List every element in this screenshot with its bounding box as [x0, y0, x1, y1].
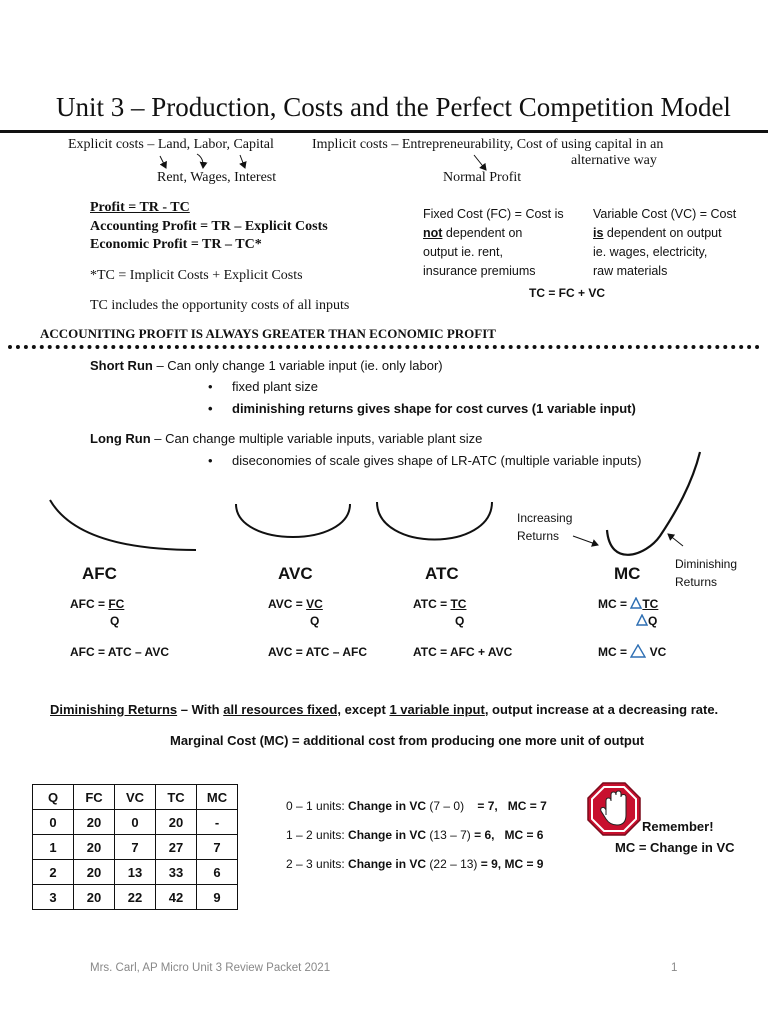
avc-curve	[236, 504, 350, 537]
atc-curve	[377, 502, 492, 540]
table-cell: -	[197, 810, 238, 835]
table-cell: 7	[197, 835, 238, 860]
table-cell: 6	[197, 860, 238, 885]
calc-row-1: 0 – 1 units: Change in VC (7 – 0) = 7, MC = 7	[286, 799, 547, 813]
table-header: Q	[33, 785, 74, 810]
afc-formula: AFC = FC	[70, 597, 125, 611]
diminishing-returns-label: Diminishing Returns	[675, 557, 738, 589]
footer-credit: Mrs. Carl, AP Micro Unit 3 Review Packet 2021	[90, 962, 331, 974]
afc-curve	[50, 500, 196, 550]
cost-arrows	[0, 0, 768, 200]
avc-formula: AVC = VC	[268, 597, 323, 611]
avc-label: AVC	[278, 564, 313, 583]
implicit-costs-cont: alternative way	[571, 153, 657, 168]
table-row	[33, 885, 238, 910]
atc-formula: ATC = TC	[413, 597, 467, 611]
explicit-examples: Rent, Wages, Interest	[157, 170, 277, 185]
profit-banner: ACCOUNITING PROFIT IS ALWAYS GREATER THAN ECONOMIC PROFIT	[40, 326, 496, 341]
long-run-bullet-1: • diseconomies of scale gives shape of LR-ATC (multiple variable inputs)	[232, 453, 641, 468]
table-cell: 0	[115, 810, 156, 835]
avc-identity: AVC = ATC – AFC	[268, 645, 368, 659]
calc-row-3: 2 – 3 units: Change in VC (22 – 13) = 9, MC = 9	[286, 857, 544, 871]
remember-label: Remember!	[642, 819, 714, 834]
table-cell: 20	[156, 810, 197, 835]
delta-icon	[630, 644, 646, 658]
table-cell: 33	[156, 860, 197, 885]
table-header: MC	[197, 785, 238, 810]
implicit-costs: Implicit costs – Entrepreneurability, Cost of using capital in an	[312, 137, 664, 152]
page-title: Unit 3 – Production, Costs and the Perfect Competition Model	[56, 92, 731, 122]
table-cell: 20	[74, 835, 115, 860]
cost-table	[32, 784, 238, 910]
page-number: 1	[671, 962, 678, 974]
variable-cost-def: Variable Cost (VC) = Cost is dependent on output ie. wages, electricity, raw materials	[593, 207, 737, 278]
table-row	[33, 835, 238, 860]
table-cell: 1	[33, 835, 74, 860]
explicit-costs: Explicit costs – Land, Labor, Capital	[68, 137, 274, 152]
profit-formula: Profit = TR - TC	[90, 200, 190, 215]
increasing-returns-arrow	[573, 536, 598, 545]
table-cell: 9	[197, 885, 238, 910]
mc-formula: MC = TC	[598, 597, 659, 611]
table-row	[33, 810, 238, 835]
marginal-cost-def: Marginal Cost (MC) = additional cost from producing one more unit of output	[170, 733, 645, 748]
afc-identity: AFC = ATC – AVC	[70, 645, 170, 659]
arrow-interest	[240, 155, 245, 168]
table-header: TC	[156, 785, 197, 810]
table-cell: 7	[115, 835, 156, 860]
afc-formula-denominator: Q	[110, 614, 120, 628]
tc-formula: TC = FC + VC	[529, 286, 606, 300]
table-cell: 13	[115, 860, 156, 885]
increasing-returns-label: Increasing Returns	[517, 511, 573, 543]
dotted-divider	[8, 345, 760, 349]
table-cell: 20	[74, 810, 115, 835]
cost-curves	[0, 440, 768, 580]
mc-formula-denominator: Q	[636, 614, 657, 628]
accounting-profit: Accounting Profit = TR – Explicit Costs	[90, 219, 328, 234]
arrow-rent	[160, 156, 166, 168]
stop-hand-icon	[586, 781, 642, 837]
table-header: FC	[74, 785, 115, 810]
atc-label: ATC	[425, 564, 459, 583]
table-cell: 20	[74, 885, 115, 910]
economic-profit: Economic Profit = TR – TC*	[90, 237, 262, 252]
delta-icon	[630, 597, 642, 609]
short-run: Short Run – Can only change 1 variable input (ie. only labor)	[90, 358, 443, 373]
table-cell: 42	[156, 885, 197, 910]
table-cell: 20	[74, 860, 115, 885]
table-cell: 22	[115, 885, 156, 910]
mc-label: MC	[614, 564, 641, 583]
implicit-example: Normal Profit	[443, 170, 522, 185]
table-cell: 0	[33, 810, 74, 835]
atc-identity: ATC = AFC + AVC	[413, 645, 513, 659]
calc-row-2: 1 – 2 units: Change in VC (13 – 7) = 6, MC = 6	[286, 828, 544, 842]
short-run-bullet-2: • diminishing returns gives shape for cost curves (1 variable input)	[232, 401, 636, 416]
avc-formula-denominator: Q	[310, 614, 320, 628]
arrow-wages	[197, 154, 203, 168]
diminishing-returns-arrow	[668, 534, 683, 546]
afc-label: AFC	[82, 564, 117, 583]
long-run: Long Run – Can change multiple variable inputs, variable plant size	[90, 431, 483, 446]
mc-identity: MC = VC	[598, 645, 667, 659]
atc-formula-denominator: Q	[455, 614, 465, 628]
table-cell: 3	[33, 885, 74, 910]
tc-note: *TC = Implicit Costs + Explicit Costs	[90, 268, 303, 283]
table-cell: 27	[156, 835, 197, 860]
arrow-normal-profit	[474, 155, 486, 170]
table-row	[33, 860, 238, 885]
table-cell: 2	[33, 860, 74, 885]
short-run-bullet-1: • fixed plant size	[232, 379, 318, 394]
fixed-cost-def: Fixed Cost (FC) = Cost is not dependent on output ie. rent, insurance premiums	[423, 207, 564, 278]
delta-icon	[636, 614, 648, 626]
opportunity-note: TC includes the opportunity costs of all inputs	[90, 298, 350, 313]
table-header: VC	[115, 785, 156, 810]
remember-note: MC = Change in VC	[615, 840, 735, 855]
diminishing-returns-def: Diminishing Returns – With all resources fixed, except 1 variable input, output increase at a decreasing rate.	[50, 702, 719, 717]
mc-curve	[607, 452, 700, 555]
